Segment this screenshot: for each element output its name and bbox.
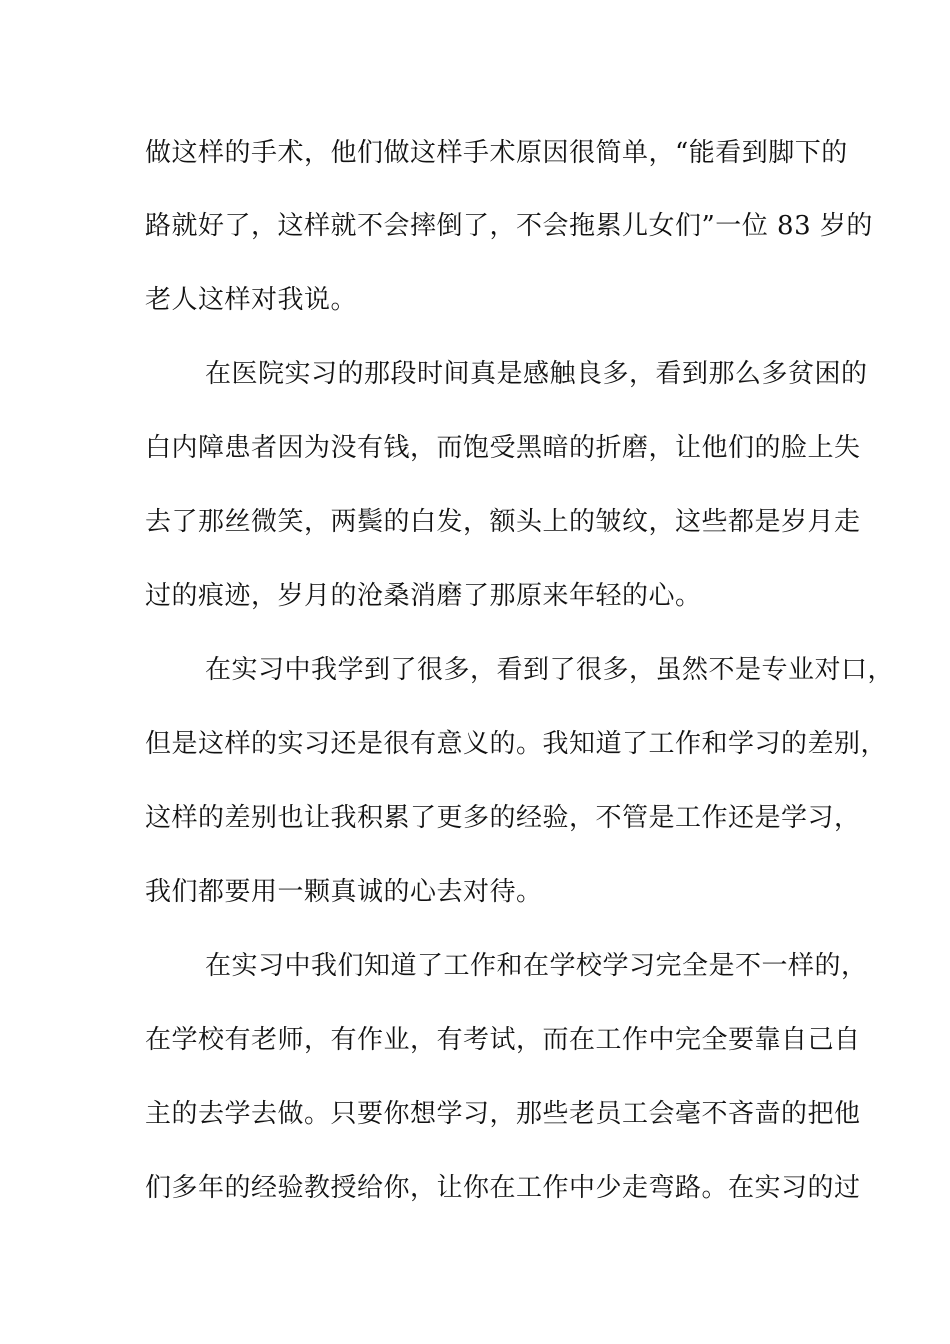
- text-line: 过的痕迹，岁月的沧桑消磨了那原来年轻的心。: [145, 581, 702, 611]
- text-line: 白内障患者因为没有钱，而饱受黑暗的折磨，让他们的脸上失: [145, 433, 861, 463]
- paragraph-first-line: 在实习中我们知道了工作和在学校学习完全是不一样的，: [205, 951, 868, 981]
- text-line: 做这样的手术，他们做这样手术原因很简单，“能看到脚下的: [145, 138, 848, 168]
- text-line: 们多年的经验教授给你，让你在工作中少走弯路。在实习的过: [145, 1173, 861, 1203]
- text-line: 这样的差别也让我积累了更多的经验，不管是工作还是学习，: [145, 803, 861, 833]
- text-line: 主的去学去做。只要你想学习，那些老员工会毫不吝啬的把他: [145, 1099, 861, 1129]
- text-line: 老人这样对我说。: [145, 285, 358, 315]
- text-line: 在学校有老师，有作业，有考试，而在工作中完全要靠自己自: [145, 1025, 861, 1055]
- text-line: 但是这样的实习还是很有意义的。我知道了工作和学习的差别，: [145, 729, 888, 759]
- paragraph-first-line: 在实习中我学到了很多，看到了很多，虽然不是专业对口，: [205, 655, 895, 685]
- paragraph-first-line: 在医院实习的那段时间真是感触良多，看到那么多贫困的: [205, 359, 868, 389]
- text-line: 我们都要用一颗真诚的心去对待。: [145, 877, 543, 907]
- text-line: 去了那丝微笑，两鬓的白发，额头上的皱纹，这些都是岁月走: [145, 507, 861, 537]
- text-line: 路就好了，这样就不会摔倒了，不会拖累儿女们”一位 83 岁的: [145, 211, 873, 241]
